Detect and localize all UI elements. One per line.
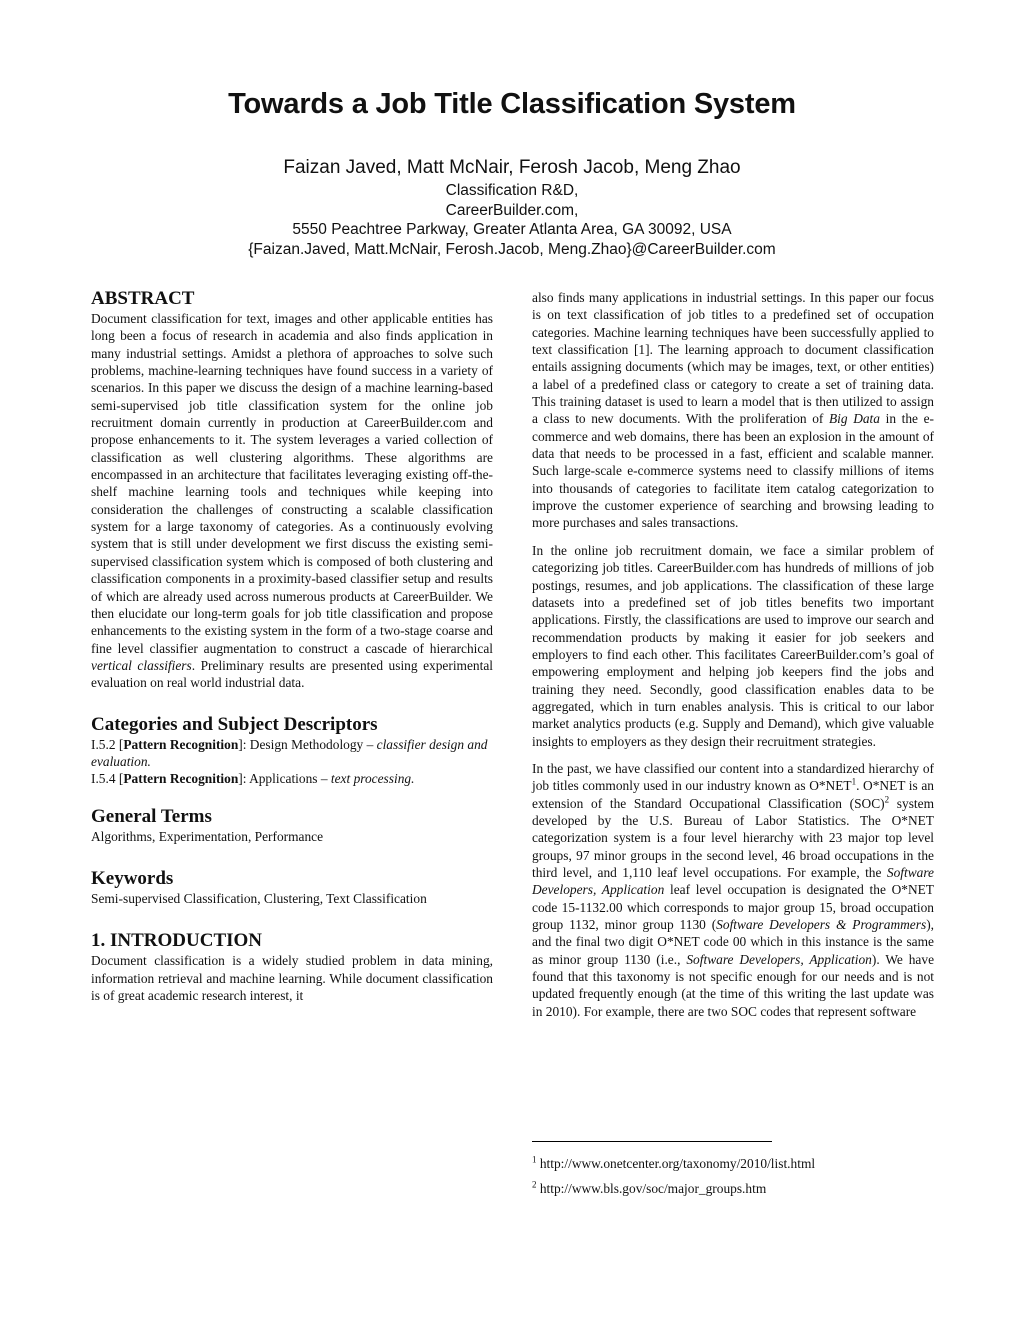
footnote-ref[interactable]: 2: [884, 794, 890, 805]
footnote-divider: [532, 1141, 772, 1142]
author-names: Faizan Javed, Matt McNair, Ferosh Jacob, Meng Zhao: [283, 157, 741, 178]
category-code: I.5.4 [: [91, 771, 124, 787]
abstract-text-part: Document classification for text, images and other applicable entities has long been a focus of research in academia and also finds application in many industrial settings. Amidst a plethora of approaches to solve such problems, machine-learning techniques have found success in a variety of scenarios. In this paper we discuss the design of a machine learning-based semi-supervised job title classification system for the online job recruitment domain currently in production at CareerBuilder.com and propose enhancements to it. The system leverages a varied collection of classification as well clustering algorithms. These algorithms are encompassed in an architecture that facilitates leveraging existing off-the-shelf machine learning tools and techniques while keeping into consideration the challenges of constructing a scalable classification system for a large taxonomy of categories. As a continuously evolving system that is still under development we first discuss the existing semi-supervised classification system which is composed of both clustering and classification components in a proximity-based classifier setup and results of which are already used across numerous products at CareerBuilder. We then elucidate our long-term goals for job title classification and propose enhancements to the existing system in the form of a two-stage coarse and fine level classifier augmentation to construct a cascade of hierarchical: [91, 311, 493, 656]
category-sub: ]: Design Methodology –: [238, 736, 377, 752]
footnote-link[interactable]: http://www.onetcenter.org/taxonomy/2010/list.html: [536, 1156, 816, 1171]
author-block: [0, 155, 1024, 259]
category-entry: [91, 736, 493, 771]
abstract-section: [91, 288, 493, 692]
category-name: Pattern Recognition: [123, 736, 239, 752]
intro-text-italic: Software Developers, Application: [686, 951, 872, 967]
abstract-text-part: . Preliminary results are presented using experimental evaluation on real world industrial data.: [91, 657, 493, 691]
footnote: [532, 1180, 934, 1197]
affiliation-line: 5550 Peachtree Parkway, Greater Atlanta Area, GA 30092, USA: [292, 221, 732, 238]
intro-text-part: in the e-commerce and web domains, there has been an explosion in the amount of data that needs to be processed in a fast, efficient and scalable manner. Such large-scale e-commerce systems need to classify millions of items into thousands of categories to facilitate item catalog categorization to improve the customer experience of searching and browsing leading to more purchases and sales transactions.: [532, 411, 934, 531]
intro-text-italic: Big Data: [828, 411, 880, 427]
paper-title: Towards a Job Title Classification System: [228, 88, 796, 120]
intro-text-part: ). We have found that this taxonomy is not specific enough for our needs and is not updated frequently enough (at the time of this writing the last update was in 2010). For example, there are two SOC codes that represent software: [532, 951, 935, 1019]
intro-text-part: leaf level occupation is designated the O*NET code 15-1132.00 which corresponds to major group 15, broad occupation group 1132, minor group 1130 (: [532, 882, 934, 933]
abstract-heading: ABSTRACT: [91, 288, 195, 309]
intro-paragraph: In the online job recruitment domain, we face a similar problem of categorizing job titles. CareerBuilder.com has hundreds of millions of job postings, resumes, and job applications. The classification of these large datasets into a predefined set of job titles benefits two important applications. Firstly, the classifications are used to improve our search and recommendation products by making it easier for job seekers and employers to find each other. This facilitates CareerBuilder.com’s goal of empowering employment and helping job keepers find the jobs and training they need. Secondly, good classification enables data to be aggregated, which in turn enables analysis. This is critical to our labor market analytics products (e.g. Supply and Demand), which give valuable insights to employers as they design their recruitment strategies.: [532, 542, 934, 749]
footnotes: [532, 1155, 934, 1205]
category-sub: ]: Applications –: [238, 771, 331, 787]
footnote-link[interactable]: http://www.bls.gov/soc/major_groups.htm: [536, 1181, 767, 1196]
left-column: [91, 288, 493, 1004]
general-terms-text: Algorithms, Experimentation, Performance: [91, 828, 324, 844]
footnote: [532, 1155, 934, 1172]
affiliation-line: CareerBuilder.com,: [445, 201, 579, 219]
categories-section: [91, 714, 493, 788]
intro-text-part: ), and the final two digit O*NET code 00 which in this instance is the same as minor group 1130 (i.e.,: [532, 917, 934, 967]
intro-text-part: also finds many applications in industrial settings. In this paper our focus is on text classification of job titles to a predefined set of occupation categories. Machine learning techniques have been successfully applied to text classification [1]. The learning approach to document classification entails assigning documents (which may be images, text, or other entities) a label of a predefined class or category to create a set of training data. This training dataset is used to learn a model that is then utilized to assign a class to new documents. With the proliferation of: [532, 290, 934, 427]
general-terms-section: [91, 806, 493, 845]
general-terms-heading: General Terms: [91, 805, 212, 827]
keywords-heading: Keywords: [91, 867, 174, 889]
introduction-section: [91, 930, 493, 1004]
footnote-ref[interactable]: 1: [851, 776, 857, 787]
abstract-text: [91, 310, 493, 692]
footnote-number: 1: [532, 1154, 537, 1165]
intro-text-part: In the past, we have classified our content into a standardized hierarchy of job titles commonly used in our industry known as O*NET: [532, 760, 934, 794]
keywords-section: [91, 868, 493, 907]
introduction-heading: 1. INTRODUCTION: [91, 930, 263, 952]
category-detail: text processing.: [330, 771, 415, 787]
category-detail: classifier design and evaluation.: [91, 736, 488, 769]
intro-text-part: system developed by the U.S. Bureau of Labor Statistics. The O*NET categorization system is a four level hierarchy with 23 major top level groups, 97 minor groups in the second level, 46 broad occupations in the third level, and 1,110 leaf level occupations. For example, the: [532, 795, 935, 880]
intro-paragraph: [532, 289, 934, 532]
category-name: Pattern Recognition: [123, 771, 239, 787]
category-entry: [91, 770, 493, 787]
right-column: [532, 289, 934, 1020]
affiliation-line: Classification R&D,: [445, 182, 579, 199]
categories-heading: Categories and Subject Descriptors: [91, 713, 378, 735]
keywords-text: Semi-supervised Classification, Clustering, Text Classification: [91, 890, 427, 906]
abstract-text-italic: vertical classifiers: [91, 657, 192, 673]
intro-text-part: . O*NET is an extension of the Standard Occupational Classification (SOC): [532, 778, 934, 811]
introduction-text-left: Document classification is a widely studied problem in data mining, information retrieval and machine learning. While document classification is of great academic research interest, it: [91, 953, 493, 1003]
intro-paragraph: [532, 760, 934, 1020]
category-code: I.5.2 [: [91, 736, 124, 752]
footnote-number: 2: [532, 1179, 537, 1190]
intro-text-italic: Software Developers, Application: [532, 865, 934, 898]
author-emails: {Faizan.Javed, Matt.McNair, Ferosh.Jacob, Meng.Zhao}@CareerBuilder.com: [248, 240, 776, 258]
intro-text-italic: Software Developers & Programmers: [716, 917, 927, 933]
